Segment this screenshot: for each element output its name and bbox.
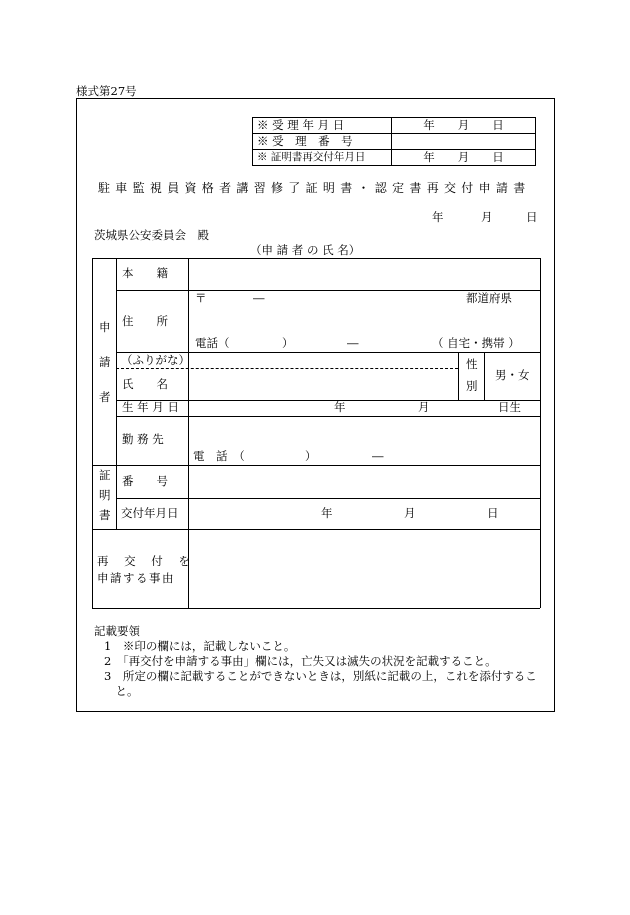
addressee: 茨城県公安委員会 殿: [94, 228, 209, 242]
reason-label-1: 再 交 付 を: [97, 554, 196, 568]
issue-month: 月: [404, 506, 416, 520]
date-year: 年: [432, 210, 444, 224]
sex-label-1: 性: [466, 357, 478, 371]
note-item-3: 3 所定の欄に記載することができないときは，別紙に記載の上，これを添付するこ: [104, 669, 537, 683]
honseki-label: 本 籍: [122, 266, 168, 280]
birth-day: 日生: [498, 400, 521, 414]
form-number: 様式第27号: [76, 84, 137, 98]
issue-day: 日: [487, 506, 499, 520]
furigana-label: （ふりがな）: [121, 353, 190, 367]
note-item-2: 2 「再交付を申請する事由」欄には，亡失又は滅失の状況を記載すること。: [104, 654, 497, 668]
note-item-3-cont: と。: [104, 684, 139, 698]
reissue-date-value[interactable]: 年 月 日: [392, 150, 536, 166]
date-day: 日: [526, 210, 538, 224]
name-label: 氏 名: [122, 377, 168, 391]
certificate-section-label-3: 書: [99, 508, 111, 522]
name-field[interactable]: [190, 370, 456, 398]
form-title: 駐車監視員資格者講習修了証明書・認定書再交付申請書: [98, 181, 531, 195]
sex-options[interactable]: 男・女: [495, 368, 530, 382]
phone-type: （ 自宅・携帯 ）: [432, 336, 520, 350]
notes-heading: 記載要領: [94, 624, 140, 638]
workplace-label: 勤 務 先: [122, 432, 164, 446]
certificate-number-label: 番 号: [122, 474, 168, 488]
birth-month: 月: [418, 400, 430, 414]
date-month: 月: [481, 210, 493, 224]
note-item-1: 1 ※印の欄には，記載しないこと。: [104, 639, 296, 653]
work-phone-close: ）: [305, 449, 317, 463]
issue-date-label: 交付年月日: [121, 506, 179, 520]
postal-dash: ―: [253, 291, 265, 305]
receipt-date-value[interactable]: 年 月 日: [392, 118, 536, 134]
sex-label-2: 別: [466, 379, 478, 393]
reason-label-2: 申請する事由: [97, 571, 175, 585]
receipt-box: [252, 117, 536, 166]
receipt-number-label: ※ 受 理 番 号: [253, 134, 392, 150]
honseki-field[interactable]: [190, 260, 538, 288]
receipt-number-value[interactable]: [392, 134, 536, 150]
certificate-number-field[interactable]: [190, 467, 538, 496]
reissue-date-label: ※ 証明書再交付年月日: [253, 150, 392, 166]
address-label: 住 所: [122, 314, 168, 328]
applicant-section-label-3: 者: [99, 390, 111, 404]
birth-label: 生 年 月 日: [122, 400, 179, 414]
phone-close: ）: [282, 336, 294, 350]
applicant-section-label-2: 請: [99, 355, 111, 369]
phone-dash: ―: [347, 336, 359, 350]
work-phone-label: 電 話 （: [193, 449, 245, 463]
work-phone-dash: ―: [372, 449, 384, 463]
applicant-section-label-1: 申: [99, 320, 111, 334]
issue-year: 年: [321, 506, 333, 520]
certificate-section-label-1: 証: [99, 468, 111, 482]
phone-label: 電話（: [195, 336, 230, 350]
reason-field[interactable]: [190, 531, 538, 606]
applicant-name-label: （申 請 者 の 氏 名）: [250, 243, 361, 257]
birth-year: 年: [334, 400, 346, 414]
receipt-date-label: ※ 受 理 年 月 日: [253, 118, 392, 134]
postal-mark: 〒: [195, 291, 207, 305]
certificate-section-label-2: 明: [99, 488, 111, 502]
prefecture-label: 都道府県: [466, 291, 512, 305]
